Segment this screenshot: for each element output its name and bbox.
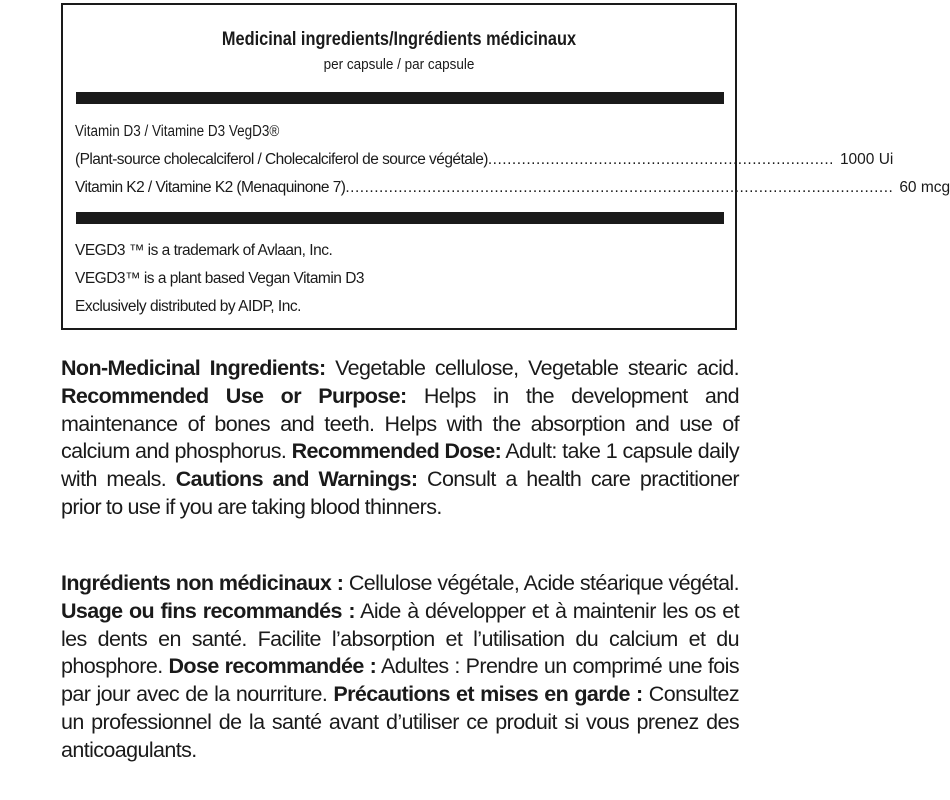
recommended-use-text: Helps in the development and maintenance of bones and teeth. Helps with the absorption and use of calcium and phosphorus. — [61, 383, 739, 464]
cautions-label: Cautions and Warnings: — [175, 467, 418, 492]
recommended-dose-label-fr: Dose recommandée : — [168, 654, 377, 679]
medicinal-ingredients-panel — [61, 3, 950, 330]
trademark-note: VEGD3 ™ is a trademark of Avlaan, Inc. — [75, 242, 333, 259]
panel-title: Medicinal ingredients/Ingrédients médicinaux — [221, 29, 577, 50]
non-medicinal-text: Vegetable cellulose, Vegetable stearic acid. — [325, 356, 739, 380]
leader-dots: .................................................................................................................. — [345, 179, 894, 196]
recommended-use-text-fr: Aide à développer et à maintenir les os et les dents en santé. Facilite l’absorption et l’utilisation du calcium et du phosphore. — [61, 598, 739, 679]
recommended-dose-text: Adult: take 1 capsule daily with meals. — [61, 439, 739, 492]
ingredient-amount: 1000 Ui — [839, 151, 894, 168]
cautions-label-fr: Précautions et mises en garde : — [333, 682, 643, 707]
ingredient-row-vitamin-k2 — [75, 178, 950, 198]
ingredient-label: (Plant-source cholecalciferol / Cholecalciferol de source végétale) — [75, 151, 488, 168]
distributor-note: Exclusively distributed by AIDP, Inc. — [75, 298, 301, 315]
non-medicinal-label-fr: Ingrédients non médicinaux : — [61, 571, 344, 595]
bottom-divider-bar — [76, 212, 724, 224]
french-product-info — [61, 570, 739, 765]
ingredient-row-cholecalciferol — [75, 150, 894, 170]
recommended-dose-label: Recommended Dose: — [291, 439, 502, 464]
cautions-text-fr: Consultez un professionnel de la santé avant d’utiliser ce produit si vous prenez des anticoagulants. — [61, 682, 739, 762]
non-medicinal-label: Non-Medicinal Ingredients: — [61, 356, 326, 380]
panel-subtitle: per capsule / par capsule — [323, 56, 475, 73]
recommended-dose-text-fr: Adultes : Prendre un comprimé une fois par jour avec de la nourriture. — [61, 654, 739, 707]
ingredient-label: Vitamin K2 / Vitamine K2 (Menaquinone 7) — [75, 179, 346, 196]
ingredient-row-vitamin-d3 — [75, 122, 721, 142]
ingredient-label: Vitamin D3 / Vitamine D3 VegD3® — [75, 123, 280, 140]
vegan-note: VEGD3™ is a plant based Vegan Vitamin D3 — [75, 270, 365, 287]
ingredient-amount: 60 mcg — [899, 179, 950, 196]
non-medicinal-text-fr: Cellulose végétale, Acide stéarique végétal. — [343, 571, 739, 595]
recommended-use-label-fr: Usage ou fins recommandés : — [61, 598, 355, 623]
cautions-text: Consult a health care practitioner prior to use if you are taking blood thinners. — [61, 467, 739, 519]
english-product-info — [61, 355, 739, 522]
top-divider-bar — [76, 92, 724, 104]
recommended-use-label: Recommended Use or Purpose: — [61, 383, 407, 408]
leader-dots: ........................................................................ — [487, 151, 834, 168]
